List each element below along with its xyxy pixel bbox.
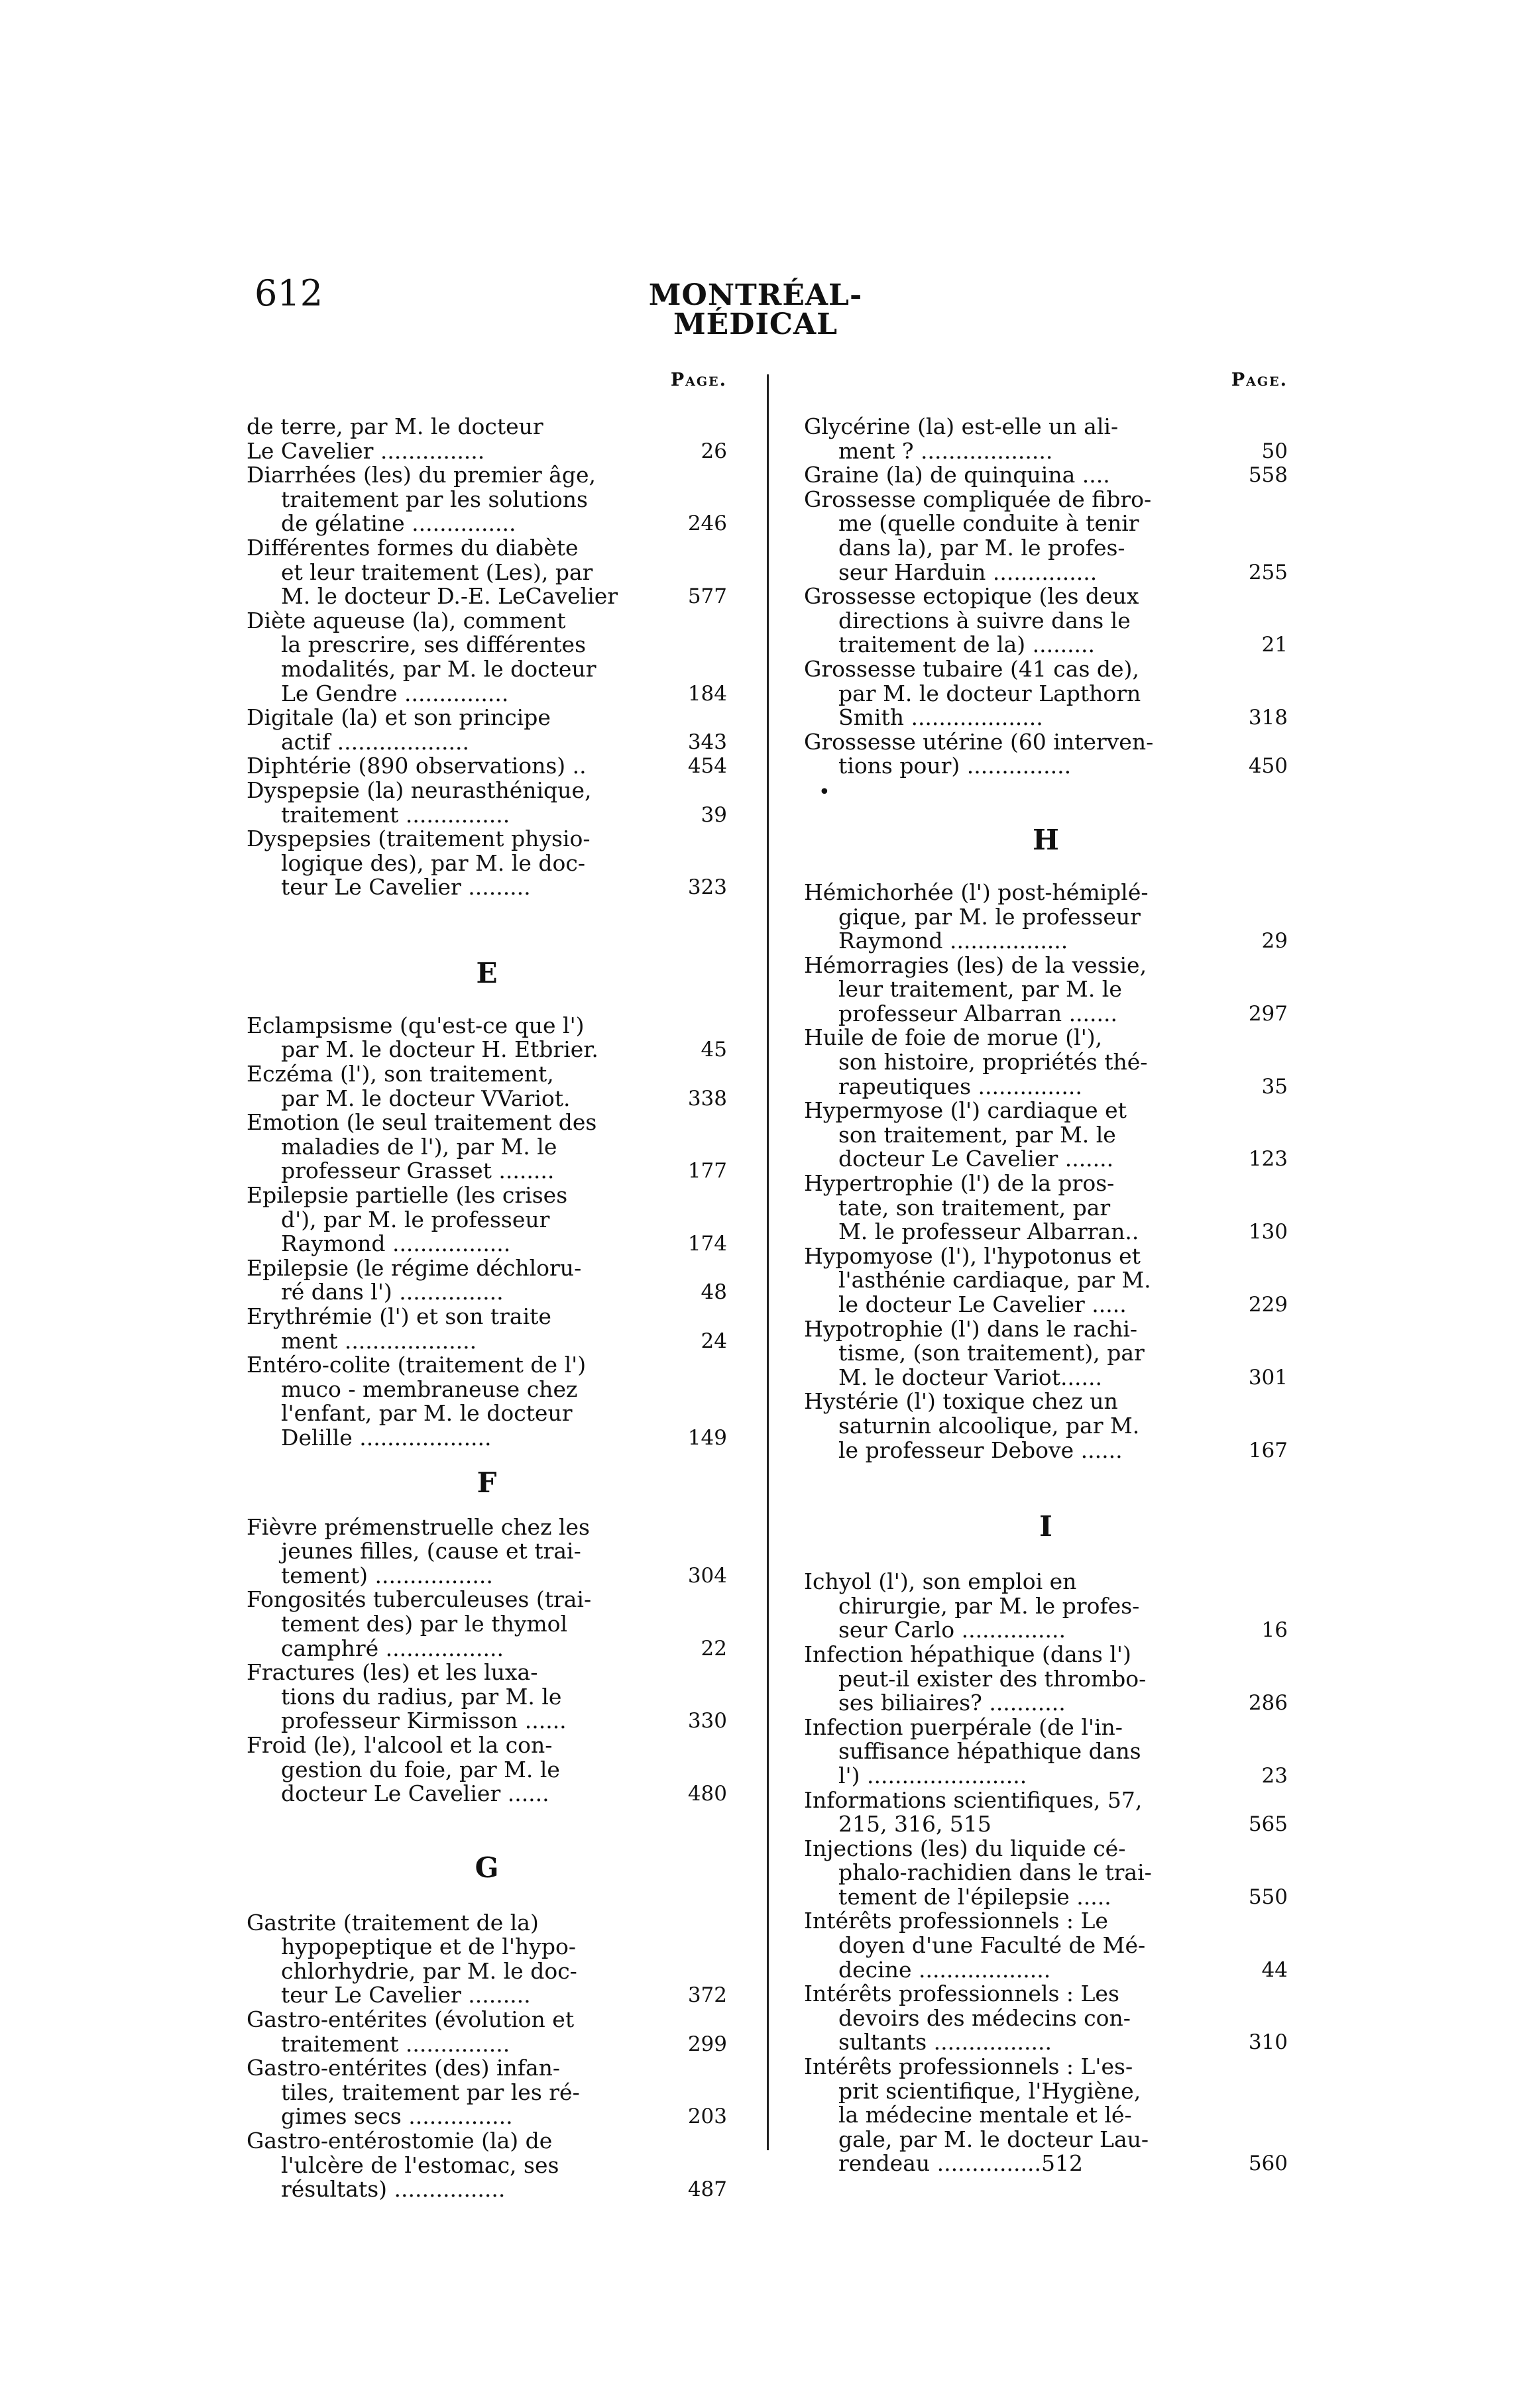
entry-title: Hémorragies (les) de la vessie, leur traitement, par M. le professeur Albarran .......	[804, 952, 1147, 1026]
entry-title: Informations scientifiques, 57, 215, 316, 515	[804, 1786, 1143, 1837]
index-entry	[804, 1982, 1288, 2055]
page-column-label: Page.	[670, 370, 727, 390]
entry-title: Grossesse compliquée de fibro- me (quelle conduite à tenir dans la), par M. le profes- seur Harduin ...............	[804, 486, 1152, 585]
entry-list-f	[247, 1515, 727, 1806]
entry-title: Gastro-entérostomie (la) de l'ulcère de l'estomac, ses résultats) ................	[247, 2128, 559, 2203]
index-entry	[804, 1643, 1288, 1716]
entry-title: de terre, par M. le docteur Le Cavelier ...............	[247, 413, 543, 464]
section-letter-i: I	[1039, 1510, 1052, 1543]
index-entry	[804, 954, 1288, 1026]
entry-page-number: 338	[687, 1086, 727, 1111]
section-letter-h: H	[1033, 823, 1059, 856]
entry-title: Froid (le), l'alcool et la con- gestion du foie, par M. le docteur Le Cavelier ......	[247, 1731, 560, 1807]
index-entry	[804, 1244, 1288, 1317]
entry-list-g	[247, 1911, 727, 2202]
index-entry	[804, 1716, 1288, 1788]
entry-page-number: 577	[687, 584, 727, 609]
entry-page-number: 454	[687, 754, 727, 779]
entry-list-h	[804, 881, 1288, 1462]
entry-page-number: 246	[687, 512, 727, 536]
entry-title: Gastro-entérites (des) infan- tiles, traitement par les ré- gimes secs ...............	[247, 2055, 580, 2130]
entry-page-number: 123	[1248, 1147, 1288, 1172]
entry-title: Hypertrophie (l') de la pros- tate, son traitement, par M. le professeur Albarran..	[804, 1170, 1139, 1245]
section-letter-g: G	[475, 1851, 499, 1884]
page-number: 612	[255, 272, 323, 314]
index-entry	[247, 1515, 727, 1588]
entry-title: Fractures (les) et les luxa- tions du radius, par M. le professeur Kirmisson ......	[247, 1659, 567, 1734]
index-entry	[804, 657, 1288, 730]
entry-page-number: 301	[1248, 1365, 1288, 1390]
entry-list-i	[804, 1570, 1288, 2176]
entry-page-number: 304	[687, 1563, 727, 1588]
entry-title: Grossesse utérine (60 interven- tions pour) ...............	[804, 728, 1154, 779]
entry-title: Dyspepsies (traitement physio- logique des), par M. le doc- teur Le Cavelier .........	[247, 826, 591, 901]
entry-title: Ichyol (l'), son emploi en chirurgie, par M. le profes- seur Carlo ...............	[804, 1568, 1140, 1643]
index-entry	[247, 2008, 727, 2056]
section-letter-e: E	[476, 956, 498, 989]
entry-page-number: 286	[1248, 1691, 1288, 1716]
index-entry	[247, 1661, 727, 1733]
index-entry	[247, 1062, 727, 1111]
index-entry	[247, 2129, 727, 2202]
index-entry	[804, 488, 1288, 584]
entry-title: Eczéma (l'), son traitement, par M. le docteur VVariot.	[247, 1061, 571, 1111]
entry-page-number: 29	[1261, 929, 1288, 954]
entry-list-d	[247, 415, 727, 900]
entry-page-number: 372	[687, 1983, 727, 2008]
entry-title: Erythrémie (l') et son traite ment ...................	[247, 1303, 551, 1354]
index-entry	[247, 1353, 727, 1450]
entry-title: Hémichorhée (l') post-hémiplé- gique, par M. le professeur Raymond .................	[804, 879, 1149, 954]
section-letter-f: F	[477, 1466, 497, 1499]
index-entry	[247, 1111, 727, 1183]
entry-title: Hystérie (l') toxique chez un saturnin alcoolique, par M. le professeur Debove ......	[804, 1388, 1140, 1463]
entry-title: Dyspepsie (la) neurasthénique, traitement ...............	[247, 777, 592, 828]
index-entry	[247, 1911, 727, 2008]
entry-title: Diarrhées (les) du premier âge, traitement par les solutions de gélatine ...............	[247, 462, 596, 537]
index-entry	[804, 730, 1288, 779]
entry-page-number: 16	[1261, 1618, 1288, 1643]
entry-page-number: 167	[1248, 1438, 1288, 1462]
index-entry	[804, 1099, 1288, 1172]
index-entry	[804, 1909, 1288, 1982]
entry-title: Diète aqueuse (la), comment la prescrire, ses différentes modalités, par M. le docteur Le Gendre ...............	[247, 607, 596, 706]
stray-dot-mark: •	[819, 780, 830, 804]
index-column-right	[804, 371, 1288, 2176]
index-entry	[804, 1390, 1288, 1462]
entry-title: Différentes formes du diabète et leur traitement (Les), par M. le docteur D.-E. LeCavelier	[247, 534, 618, 610]
entry-page-number: 558	[1248, 463, 1288, 488]
entry-page-number: 48	[701, 1280, 727, 1305]
entry-page-number: 174	[687, 1232, 727, 1256]
entry-page-number: 22	[701, 1636, 727, 1661]
entry-page-number: 44	[1261, 1957, 1288, 1982]
index-entry	[247, 754, 727, 779]
index-entry	[247, 1183, 727, 1256]
entry-page-number: 203	[687, 2105, 727, 2129]
entry-title: Hypermyose (l') cardiaque et son traitement, par M. le docteur Le Cavelier .......	[804, 1097, 1127, 1172]
entry-page-number: 550	[1248, 1885, 1288, 1909]
entry-page-number: 310	[1248, 2030, 1288, 2055]
entry-title: Epilepsie (le régime déchloru- ré dans l') ...............	[247, 1254, 582, 1305]
index-entry	[247, 1256, 727, 1305]
index-entry	[247, 536, 727, 609]
entry-page-number: 45	[701, 1038, 727, 1062]
index-entry	[804, 1317, 1288, 1390]
entry-page-number: 130	[1248, 1220, 1288, 1244]
entry-page-number: 229	[1248, 1293, 1288, 1317]
index-entry	[247, 779, 727, 827]
entry-title: Grossesse ectopique (les deux directions à suivre dans le traitement de la) .........	[804, 583, 1139, 658]
entry-title: Emotion (le seul traitement des maladies de l'), par M. le professeur Grasset ........	[247, 1109, 597, 1184]
index-entry	[247, 1014, 727, 1062]
index-entry	[804, 2055, 1288, 2176]
index-entry	[247, 2056, 727, 2129]
entry-page-number: 255	[1248, 560, 1288, 584]
entry-title: Huile de foie de morue (l'), son histoire, propriétés thé- rapeutiques ...............	[804, 1024, 1148, 1099]
entry-page-number: 177	[687, 1159, 727, 1183]
entry-page-number: 35	[1261, 1074, 1288, 1099]
entry-title: Hypomyose (l'), l'hypotonus et l'asthénie cardiaque, par M. le docteur Le Cavelier .....	[804, 1242, 1151, 1317]
entry-page-number: 21	[1261, 633, 1288, 657]
entry-page-number: 565	[1248, 1812, 1288, 1837]
index-entry	[247, 463, 727, 536]
entry-page-number: 343	[687, 730, 727, 754]
index-column-left	[247, 371, 727, 2202]
entry-title: Intérêts professionnels : Les devoirs des médecins con- sultants .................	[804, 1981, 1131, 2055]
index-entry	[247, 415, 727, 463]
entry-page-number: 50	[1261, 439, 1288, 463]
entry-title: Grossesse tubaire (41 cas de), par M. le docteur Lapthorn Smith ...................	[804, 655, 1141, 731]
entry-title: Eclampsisme (qu'est-ce que l') par M. le docteur H. Etbrier.	[247, 1012, 598, 1063]
entry-page-number: 487	[687, 2177, 727, 2202]
entry-page-number: 299	[687, 2032, 727, 2056]
index-entry	[247, 706, 727, 754]
entry-page-number: 23	[1261, 1763, 1288, 1788]
index-entry	[247, 827, 727, 900]
entry-page-number: 24	[701, 1329, 727, 1353]
column-divider	[767, 374, 769, 2150]
entry-page-number: 149	[687, 1425, 727, 1450]
entry-title: Fongosités tuberculeuses (trai- tement des) par le thymol camphré .................	[247, 1586, 592, 1661]
index-entry	[804, 1026, 1288, 1099]
entry-page-number: 560	[1248, 2152, 1288, 2176]
entry-title: Graine (la) de quinquina ....	[804, 462, 1110, 488]
page-column-label: Page.	[1231, 370, 1288, 390]
index-entry	[804, 1570, 1288, 1643]
running-title: MONTRÉAL-MÉDICAL	[648, 278, 863, 341]
entry-title: Diphtérie (890 observations) ..	[247, 753, 587, 779]
entry-page-number: 450	[1248, 754, 1288, 779]
index-entry	[804, 881, 1288, 954]
entry-list-e	[247, 1014, 727, 1450]
entry-title: Fièvre prémenstruelle chez les jeunes filles, (cause et trai- tement) .................	[247, 1513, 590, 1588]
entry-title: Intérêts professionnels : Le doyen d'une Faculté de Mé- decine ...................	[804, 1908, 1146, 1983]
entry-page-number: 318	[1248, 706, 1288, 730]
entry-title: Epilepsie partielle (les crises d'), par M. le professeur Raymond .................	[247, 1182, 568, 1257]
index-entry	[804, 584, 1288, 657]
entry-title: Glycérine (la) est-elle un ali- ment ? ...................	[804, 413, 1119, 464]
index-entry	[804, 463, 1288, 488]
entry-page-number: 480	[687, 1782, 727, 1806]
entry-list-g-cont	[804, 415, 1288, 779]
entry-title: Digitale (la) et son principe actif ...................	[247, 704, 551, 755]
entry-title: Gastrite (traitement de la) hypopeptique et de l'hypo- chlorhydrie, par M. le doc- teur Le Cavelier .........	[247, 1909, 577, 2008]
entry-page-number: 297	[1248, 1001, 1288, 1026]
index-entry	[247, 609, 727, 706]
entry-title: Infection puerpérale (de l'in- suffisance hépathique dans l') .......................	[804, 1714, 1141, 1788]
entry-page-number: 330	[687, 1709, 727, 1733]
entry-page-number: 184	[687, 681, 727, 706]
entry-title: Injections (les) du liquide cé- phalo-rachidien dans le trai- tement de l'épilepsie .....	[804, 1835, 1152, 1910]
index-entry	[247, 1305, 727, 1353]
index-entry	[804, 415, 1288, 463]
index-entry	[804, 1837, 1288, 1910]
entry-title: Gastro-entérites (évolution et traitement ...............	[247, 2006, 575, 2057]
index-entry	[804, 1788, 1288, 1837]
entry-title: Intérêts professionnels : L'es- prit scientifique, l'Hygiène, la médecine mentale et lé- gale, par M. le docteur Lau- rendeau ...............512	[804, 2053, 1149, 2177]
entry-title: Entéro-colite (traitement de l') muco - membraneuse chez l'enfant, par M. le docteur Delille ...................	[247, 1352, 587, 1450]
entry-title: Hypotrophie (l') dans le rachi- tisme, (son traitement), par M. le docteur Variot......	[804, 1315, 1145, 1390]
index-entry	[804, 1172, 1288, 1244]
index-entry	[247, 1733, 727, 1806]
entry-title: Infection hépathique (dans l') peut-il exister des thrombo- ses biliaires? ...........	[804, 1641, 1147, 1716]
entry-page-number: 323	[687, 875, 727, 900]
entry-page-number: 26	[701, 439, 727, 463]
entry-page-number: 39	[701, 802, 727, 827]
index-entry	[247, 1588, 727, 1661]
